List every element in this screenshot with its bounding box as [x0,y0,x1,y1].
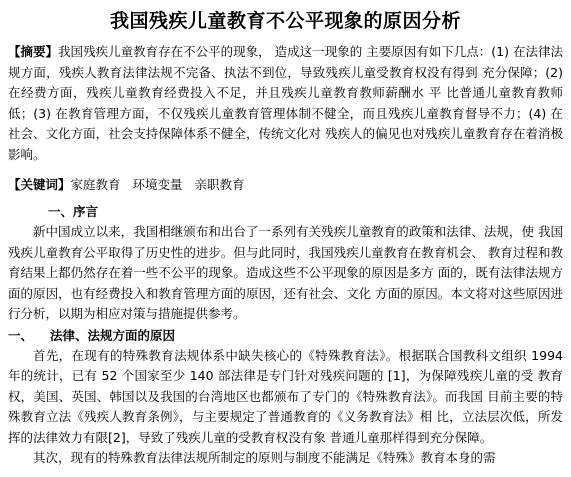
keywords-line [8,175,563,195]
section-title: 法律、法规方面的原因 [50,327,176,343]
abstract-paragraph [8,42,563,165]
abstract-label: 【摘要】 [8,44,59,59]
abstract-text: 我国残疾儿童教育存在不公平的现象， 造成这一现象的 主要原因有如下几点：(1) 在法律法规方面，残疾人教育法律法规不完备、执法不到位，导致残疾儿童受教育权没有得到 充分保障；(2) 在经费方面，残疾儿童教育经费投入不足，并且残疾儿童教育教师薪酬水 平 比普通儿童教育教师低；(3) 在教育管理方面，不仅残疾儿童教育管理体制不健全，而且残疾儿童教育督导不力；(4) 在社会、文化方面，社会支持保障体系不健全，传统文化对 残疾人的偏见也对残疾儿童教育存在着消极影响。 [8,44,563,162]
preface-paragraph: 新中国成立以来，我国相继颁布和出台了一系列有关残疾儿童教育的政策和法律、法规，使 我国残疾儿童教育公平取得了历史性的进步。但与此同时，我国残疾儿童教育在教育机会、 教育过程和教育结果上都仍然存在着一些不公平的现象。造成这些不公平现象的原因是多方 面的，既有法律法规方面的原因，也有经费投入和教育管理方面的原因，还有社会、文化 方面的原因。本文将对这些原因进行分析，以期为相应对策与措施提供参考。 [8,224,563,321]
keyword-item: 家庭教育 [70,177,121,192]
keyword-item: 亲职教育 [194,177,245,192]
section-heading-law [8,325,563,346]
partial-paragraph: 其次，现有的特殊教育法律法规所制定的原则与制度不能满足《特殊》教育本身的需 [33,450,496,465]
keyword-item: 环境变量 [132,177,183,192]
document-title: 我国残疾儿童教育不公平现象的原因分析 [109,10,461,32]
section-number: 一、 [8,327,34,343]
spacer [8,165,563,175]
keywords-label: 【关键词】 [8,177,71,192]
law-paragraph: 首先，在现有的特殊教育法规体系中缺失核心的《特殊教育法》。根据联合国教科文组织 1994 年的统计，已有 52 个国家至少 140 部法律是专门针对残疾问题的 [1]，为保障残疾儿童的受 教育权，美国、英国、韩国以及我国的台湾地区也都颁布了专门的《特殊教育法》。而我国 目前主要的特殊教育立法《残疾人教育条例》，与主要规定了普通教育的《义务教育法》相 比，立法层次低，所发挥的法律效力有限[2]，导致了残疾儿童的受教育权没有象 普通儿童那样得到充分保障。 [8,347,563,445]
section-heading-preface: 一、序言 [48,204,99,219]
